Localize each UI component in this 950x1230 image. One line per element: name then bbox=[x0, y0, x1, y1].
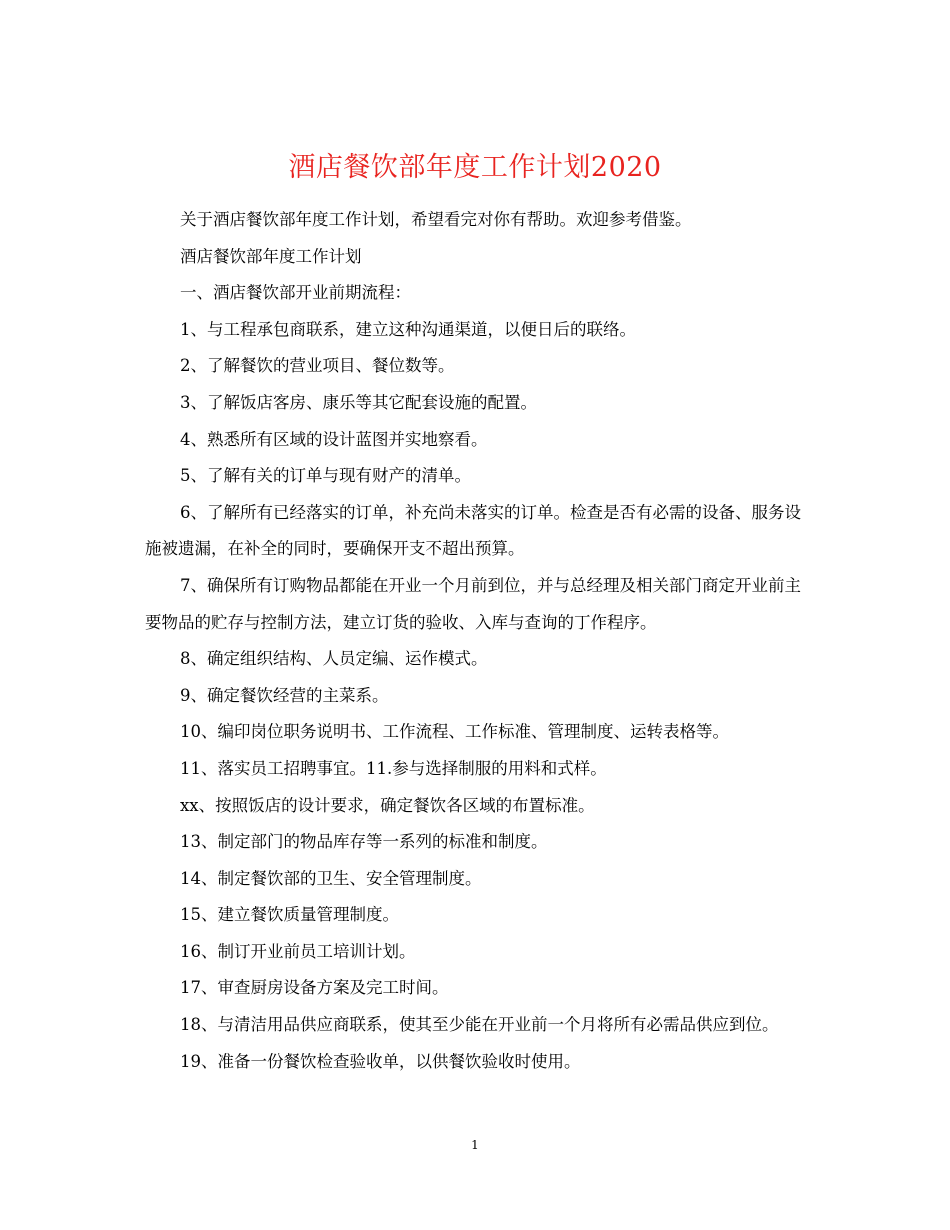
section-heading: 一、酒店餐饮部开业前期流程： bbox=[180, 283, 411, 303]
list-item: 6、了解所有已经落实的订单，补充尚未落实的订单。检查是否有必需的设备、服务设施被遗漏，在补全的同时，要确保开支不超出预算。 bbox=[145, 502, 801, 559]
paragraph: 关于酒店餐饮部年度工作计划，希望看完对你有帮助。欢迎参考借鉴。 bbox=[180, 210, 692, 229]
list-item: 14、制定餐饮部的卫生、安全管理制度。 bbox=[180, 868, 482, 888]
list-item: 13、制定部门的物品库存等一系列的标准和制度。 bbox=[180, 832, 548, 852]
list-item: 18、与清洁用品供应商联系，使其至少能在开业前一个月将所有必需品供应到位。 bbox=[180, 1015, 779, 1035]
list-item: 11、落实员工招聘事宜。11.参与选择制服的用料和式样。 bbox=[180, 758, 607, 778]
paragraph: 酒店餐饮部年度工作计划 bbox=[180, 246, 362, 266]
list-item: 8、确定组织结构、人员定编、运作模式。 bbox=[180, 649, 488, 669]
document-title: 酒店餐饮部年度工作计划2020 bbox=[288, 152, 662, 184]
list-item: 1、与工程承包商联系，建立这种沟通渠道，以便日后的联络。 bbox=[180, 319, 636, 339]
list-item: 15、建立餐饮质量管理制度。 bbox=[180, 905, 399, 925]
list-item: 7、确保所有订购物品都能在开业一个月前到位，并与总经理及相关部门商定开业前主要物品的贮存与控制方法，建立订货的验收、入库与查询的丁作程序。 bbox=[145, 575, 801, 632]
list-item: 16、制订开业前员工培训计划。 bbox=[180, 941, 416, 961]
document-body bbox=[145, 202, 810, 1080]
list-item: 5、了解有关的订单与现有财产的清单。 bbox=[180, 466, 471, 486]
page-number: 1 bbox=[471, 1138, 479, 1152]
list-item: 17、审查厨房设备方案及完工时间。 bbox=[180, 978, 449, 998]
list-item: 4、熟悉所有区域的设计蓝图并实地察看。 bbox=[180, 429, 488, 449]
list-item: 9、确定餐饮经营的主菜系。 bbox=[180, 685, 389, 705]
list-item: 10、编印岗位职务说明书、工作流程、工作标准、管理制度、运转表格等。 bbox=[180, 722, 729, 742]
list-item: 19、准备一份餐饮检查验收单，以供餐饮验收时使用。 bbox=[180, 1051, 581, 1071]
list-item: 3、了解饭店客房、康乐等其它配套设施的配置。 bbox=[180, 392, 537, 412]
list-item: 2、了解餐饮的营业项目、餐位数等。 bbox=[180, 356, 455, 376]
list-item: xx、按照饭店的设计要求，确定餐饮各区域的布置标准。 bbox=[180, 795, 595, 815]
